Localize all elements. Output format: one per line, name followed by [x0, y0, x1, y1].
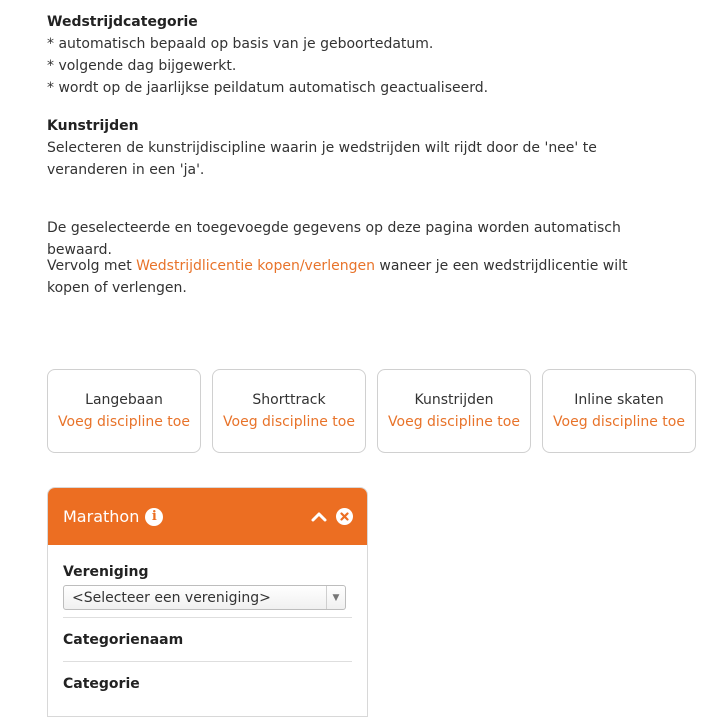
discipline-name: Kunstrijden — [414, 392, 494, 408]
discipline-card-shorttrack — [212, 369, 366, 453]
vervolg-text — [47, 255, 667, 299]
discipline-cards — [47, 369, 696, 453]
kunstrijden-text: Selecteren de kunstrijdiscipline waarin je wedstrijden wilt rijdt door de 'nee' te veranderen in een 'ja'. — [47, 140, 597, 178]
discipline-name: Inline skaten — [574, 392, 664, 408]
vereniging-label: Vereniging — [63, 564, 149, 580]
discipline-card-kunstrijden — [377, 369, 531, 453]
autosave-text: De geselecteerde en toegevoegde gegevens op deze pagina worden automatisch bewaard. — [47, 220, 621, 258]
panel-title: Marathon — [63, 507, 140, 526]
add-discipline-link[interactable]: Voeg discipline toe — [553, 414, 685, 430]
close-icon[interactable] — [336, 508, 353, 525]
licentie-link[interactable]: Wedstrijdlicentie kopen/verlengen — [136, 258, 375, 274]
info-line: * automatisch bepaald op basis van je geboortedatum. — [47, 36, 434, 52]
divider — [63, 617, 352, 618]
add-discipline-link[interactable]: Voeg discipline toe — [223, 414, 355, 430]
info-line: * wordt op de jaarlijkse peildatum automatisch geactualiseerd. — [47, 80, 489, 96]
vereniging-select[interactable] — [63, 585, 346, 610]
wedstrijdcategorie-heading: Wedstrijdcategorie — [47, 14, 198, 30]
discipline-name: Langebaan — [85, 392, 163, 408]
add-discipline-link[interactable]: Voeg discipline toe — [58, 414, 190, 430]
kunstrijden-info — [47, 115, 667, 181]
discipline-card-inline-skaten — [542, 369, 696, 453]
categorie-label: Categorie — [63, 676, 140, 692]
kunstrijden-heading: Kunstrijden — [47, 118, 139, 134]
panel-header — [48, 488, 367, 545]
triangle-down-icon[interactable]: ▼ — [326, 586, 345, 609]
panel-body — [48, 545, 367, 694]
info-icon[interactable]: i — [145, 508, 163, 526]
discipline-name: Shorttrack — [252, 392, 326, 408]
vervolg-prefix: Vervolg met — [47, 258, 137, 274]
add-discipline-link[interactable]: Voeg discipline toe — [388, 414, 520, 430]
chevron-up-icon[interactable] — [310, 508, 328, 526]
info-line: * volgende dag bijgewerkt. — [47, 58, 237, 74]
categorienaam-label: Categorienaam — [63, 632, 184, 648]
marathon-panel — [47, 487, 368, 717]
wedstrijdcategorie-info — [47, 11, 687, 99]
vervolg-suffix: waneer je een wedstrijdlicentie wilt kopen of verlengen. — [47, 258, 628, 296]
vereniging-selected-value: <Selecteer een vereniging> — [72, 589, 271, 606]
divider — [63, 661, 352, 662]
discipline-card-langebaan — [47, 369, 201, 453]
